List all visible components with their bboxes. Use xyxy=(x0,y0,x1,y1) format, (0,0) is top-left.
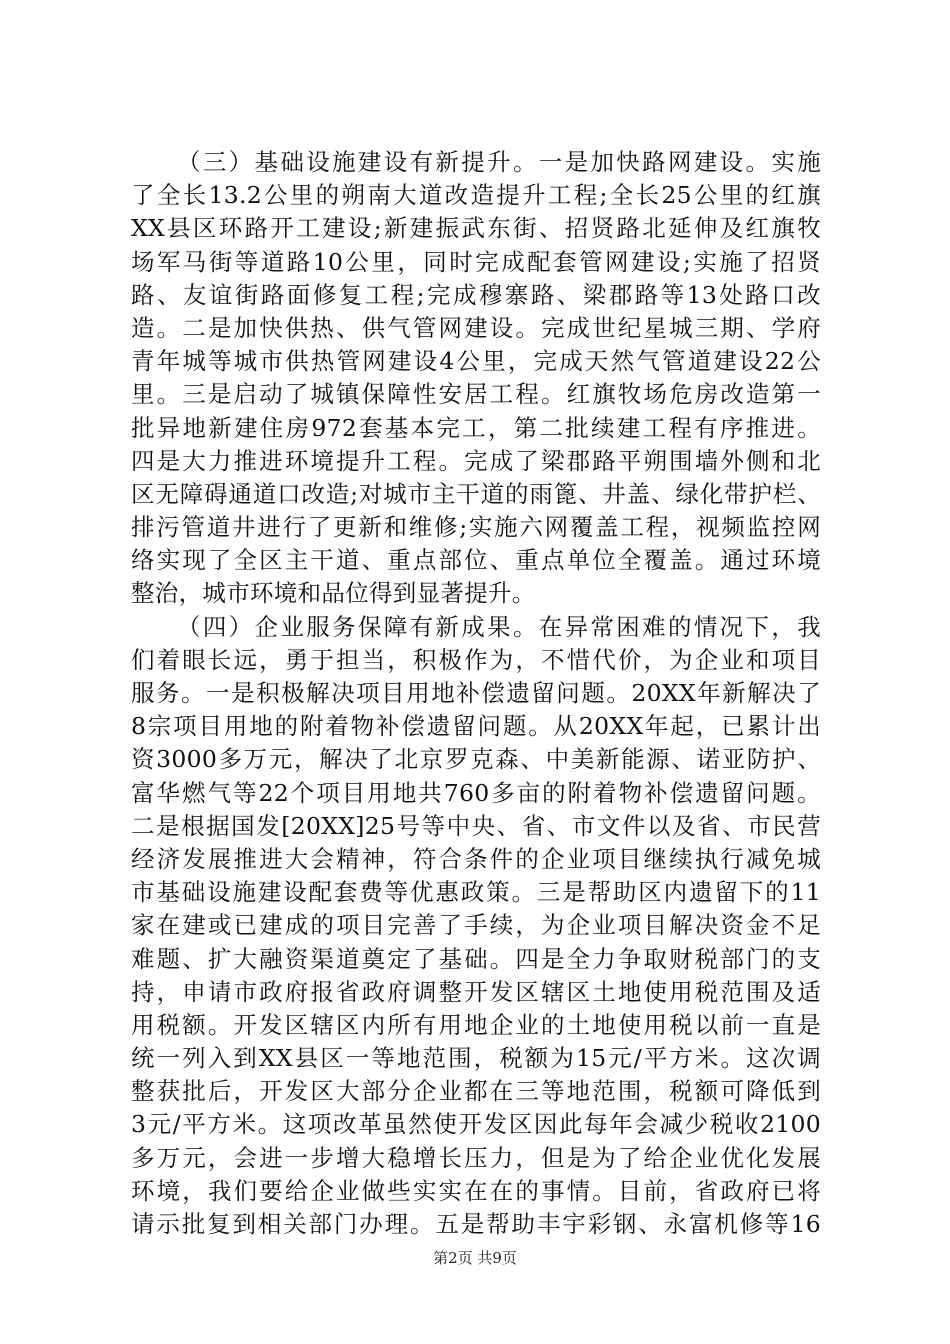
text-line: 络实现了全区主干道、重点部位、重点单位全覆盖。通过环境 xyxy=(131,546,821,575)
text-line: 造。二是加快供热、供气管网建设。完成世纪星城三期、学府 xyxy=(131,313,821,342)
text-line: 请示批复到相关部门办理。五是帮助丰宇彩钢、永富机修等16 xyxy=(131,1210,821,1238)
text-line: 资3000多万元，解决了北京罗克森、中美新能源、诺亚防护、 xyxy=(131,745,821,774)
text-line: 富华燃气等22个项目用地共760多亩的附着物补偿遗留问题。 xyxy=(131,778,821,807)
text-line: 环境，我们要给企业做些实实在在的事情。目前，省政府已将 xyxy=(131,1176,821,1205)
page-number: 第2页 共9页 xyxy=(433,1249,517,1267)
text-line: 多万元，会进一步增大稳增长压力，但是为了给企业优化发展 xyxy=(131,1143,821,1172)
text-line: 3元/平方米。这项改革虽然使开发区因此每年会减少税收2100 xyxy=(131,1110,821,1139)
text-line: 持，申请市政府报省政府调整开发区辖区土地使用税范围及适 xyxy=(131,977,821,1006)
text-line: 8宗项目用地的附着物补偿遗留问题。从20XX年起，已累计出 xyxy=(131,712,821,741)
text-line: 排污管道井进行了更新和维修;实施六网覆盖工程，视频监控网 xyxy=(131,513,821,542)
text-line: 了全长13.2公里的朔南大道改造提升工程;全长25公里的红旗 xyxy=(131,181,821,210)
text-line: 用税额。开发区辖区内所有用地企业的土地使用税以前一直是 xyxy=(131,1010,821,1039)
text-line: XX县区环路开工建设;新建振武东街、招贤路北延伸及红旗牧 xyxy=(131,214,821,243)
text-line: 难题、扩大融资渠道奠定了基础。四是全力争取财税部门的支 xyxy=(131,944,821,973)
text-line: 二是根据国发[20XX]25号等中央、省、市文件以及省、市民营 xyxy=(131,811,821,840)
text-line: 批异地新建住房972套基本完工，第二批续建工程有序推进。 xyxy=(131,413,821,442)
body-text xyxy=(131,146,821,1241)
text-line: 统一列入到XX县区一等地范围，税额为15元/平方米。这次调 xyxy=(131,1044,821,1073)
page-footer xyxy=(0,1248,950,1268)
text-line: 经济发展推进大会精神，符合条件的企业项目继续执行减免城 xyxy=(131,844,821,873)
text-line: 服务。一是积极解决项目用地补偿遗留问题。20XX年新解决了 xyxy=(131,679,821,707)
text-line: 整治，城市环境和品位得到显著提升。 xyxy=(131,579,536,608)
text-line: 青年城等城市供热管网建设4公里，完成天然气管道建设22公 xyxy=(131,347,821,376)
text-line: （四）企业服务保障有新成果。在异常困难的情况下，我 xyxy=(177,612,821,641)
text-line: 四是大力推进环境提升工程。完成了梁郡路平朔围墙外侧和北 xyxy=(131,446,821,475)
text-line: 们着眼长远，勇于担当，积极作为，不惜代价，为企业和项目 xyxy=(131,645,821,674)
text-line: 整获批后，开发区大部分企业都在三等地范围，税额可降低到 xyxy=(131,1077,821,1106)
text-line: 家在建或已建成的项目完善了手续，为企业项目解决资金不足 xyxy=(131,911,821,940)
text-line: 区无障碍通道口改造;对城市主干道的雨篦、井盖、绿化带护栏、 xyxy=(131,479,821,508)
text-line: （三）基础设施建设有新提升。一是加快路网建设。实施 xyxy=(177,148,821,176)
text-line: 场军马街等道路10公里，同时完成配套管网建设;实施了招贤 xyxy=(131,247,821,276)
text-line: 路、友谊街路面修复工程;完成穆寨路、梁郡路等13处路口改 xyxy=(131,280,821,309)
text-line: 里。三是启动了城镇保障性安居工程。红旗牧场危房改造第一 xyxy=(131,380,821,409)
text-line: 市基础设施建设配套费等优惠政策。三是帮助区内遗留下的11 xyxy=(131,878,821,907)
